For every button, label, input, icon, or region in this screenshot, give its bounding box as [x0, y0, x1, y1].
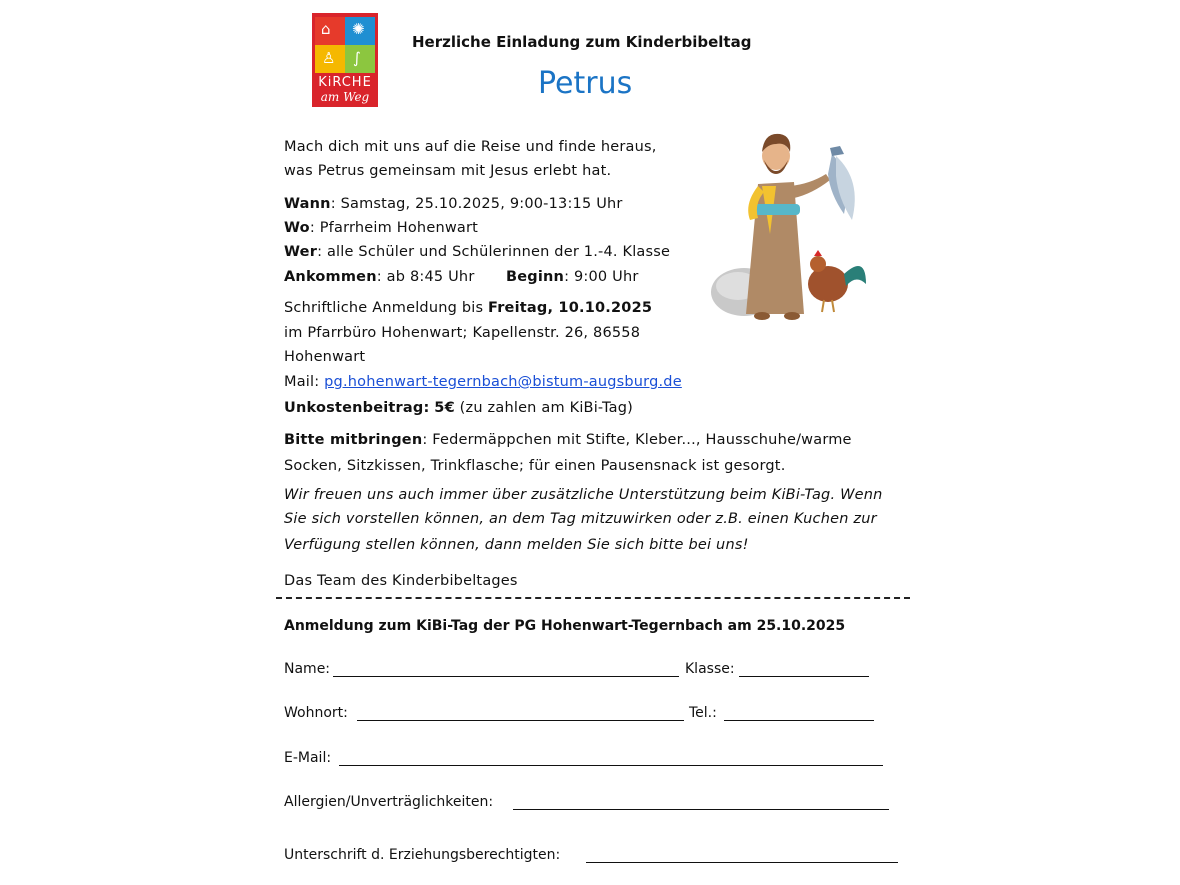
fee-note: (zu zahlen am KiBi-Tag)	[454, 400, 634, 416]
page-title: Petrus	[538, 66, 633, 101]
form-heading: Anmeldung zum KiBi-Tag der PG Hohenwart-Tegernbach am 25.10.2025	[284, 618, 846, 634]
wann-value: : Samstag, 25.10.2025, 9:00-13:15 Uhr	[330, 196, 623, 212]
klasse-label: Klasse:	[685, 661, 735, 677]
fee-label: Unkostenbeitrag:	[284, 400, 430, 416]
bring-label: Bitte mitbringen	[284, 432, 423, 448]
bell-icon: ♙	[322, 49, 336, 67]
rooster-leg-2	[832, 300, 834, 312]
registration-deadline-line	[284, 300, 652, 316]
email-label: E-Mail:	[284, 750, 332, 766]
fish-shape-2	[836, 156, 855, 220]
rooster-body	[808, 266, 848, 302]
fee-line	[284, 400, 633, 416]
left-foot-shape	[754, 312, 770, 320]
name-field[interactable]	[333, 676, 679, 677]
intro-line-1: Mach dich mit uns auf die Reise und finde heraus,	[284, 139, 657, 155]
email-field[interactable]	[339, 765, 883, 766]
detail-wer	[284, 244, 670, 260]
wheel-icon: ✺	[352, 20, 365, 38]
registration-address-line: im Pfarrbüro Hohenwart; Kapellenstr. 26, 86558	[284, 325, 641, 341]
invitation-heading: Herzliche Einladung zum Kinderbibeltag	[412, 33, 752, 51]
bring-line-1	[284, 432, 852, 448]
tel-field[interactable]	[724, 720, 874, 721]
support-line-1: Wir freuen uns auch immer über zusätzliche Unterstützung beim KiBi-Tag. Wenn	[284, 487, 883, 503]
fee-amount: 5€	[434, 400, 455, 416]
bring-items: : Federmäppchen mit Stifte, Kleber..., Hausschuhe/warme	[422, 432, 852, 448]
wer-label: Wer	[284, 244, 318, 260]
petrus-illustration	[706, 124, 876, 324]
logo-text-am-weg: am Weg	[320, 90, 370, 104]
registration-deadline: Freitag, 10.10.2025	[488, 300, 653, 316]
registration-prefix: Schriftliche Anmeldung bis	[284, 300, 489, 316]
tel-label: Tel.:	[689, 705, 717, 721]
allergien-field[interactable]	[513, 809, 889, 810]
logo-text-kirche: KiRCHE	[318, 75, 372, 90]
allergien-label: Allergien/Unverträglichkeiten:	[284, 794, 494, 810]
klasse-field[interactable]	[739, 676, 869, 677]
beginn-value: : 9:00 Uhr	[564, 269, 639, 285]
mail-link[interactable]: pg.hohenwart-tegernbach@bistum-augsburg.de	[324, 374, 682, 390]
road-icon: ∫	[353, 49, 361, 67]
bring-line-2: Socken, Sitzkissen, Trinkflasche; für einen Pausensnack ist gesorgt.	[284, 458, 786, 474]
unterschrift-label: Unterschrift d. Erziehungsberechtigten:	[284, 847, 561, 863]
church-icon: ⌂	[321, 20, 331, 38]
detail-wo	[284, 220, 478, 236]
signoff: Das Team des Kinderbibeltages	[284, 573, 518, 589]
right-foot-shape	[784, 312, 800, 320]
detail-wann	[284, 196, 623, 212]
rooster-comb	[814, 250, 822, 256]
cut-line-divider	[276, 597, 910, 599]
support-line-3: Verfügung stellen können, dann melden Sie sich bitte bei uns!	[284, 537, 749, 553]
unterschrift-field[interactable]	[586, 862, 898, 863]
rooster-head	[810, 256, 826, 272]
detail-ankommen	[284, 269, 474, 285]
wo-value: : Pfarrheim Hohenwart	[309, 220, 479, 236]
support-line-2: Sie sich vorstellen können, an dem Tag mitzuwirken oder z.B. einen Kuchen zur	[284, 511, 877, 527]
wann-label: Wann	[284, 196, 331, 212]
sash-shape	[754, 204, 800, 215]
kirche-am-weg-logo	[312, 13, 378, 107]
name-label: Name:	[284, 661, 331, 677]
wer-value: : alle Schüler und Schülerinnen der 1.-4. Klasse	[317, 244, 671, 260]
rooster-leg-1	[822, 300, 824, 312]
mail-label: Mail:	[284, 374, 325, 390]
wo-label: Wo	[284, 220, 310, 236]
intro-line-2: was Petrus gemeinsam mit Jesus erlebt hat.	[284, 163, 612, 179]
rooster-tail	[844, 266, 866, 286]
ankommen-value: : ab 8:45 Uhr	[376, 269, 475, 285]
wohnort-label: Wohnort:	[284, 705, 348, 721]
beginn-label: Beginn	[506, 269, 565, 285]
wohnort-field[interactable]	[357, 720, 684, 721]
fish-tail-shape	[830, 146, 844, 156]
ankommen-label: Ankommen	[284, 269, 377, 285]
detail-beginn	[506, 269, 639, 285]
right-arm-shape	[790, 174, 830, 198]
mail-line	[284, 374, 682, 390]
registration-city-line: Hohenwart	[284, 349, 366, 365]
